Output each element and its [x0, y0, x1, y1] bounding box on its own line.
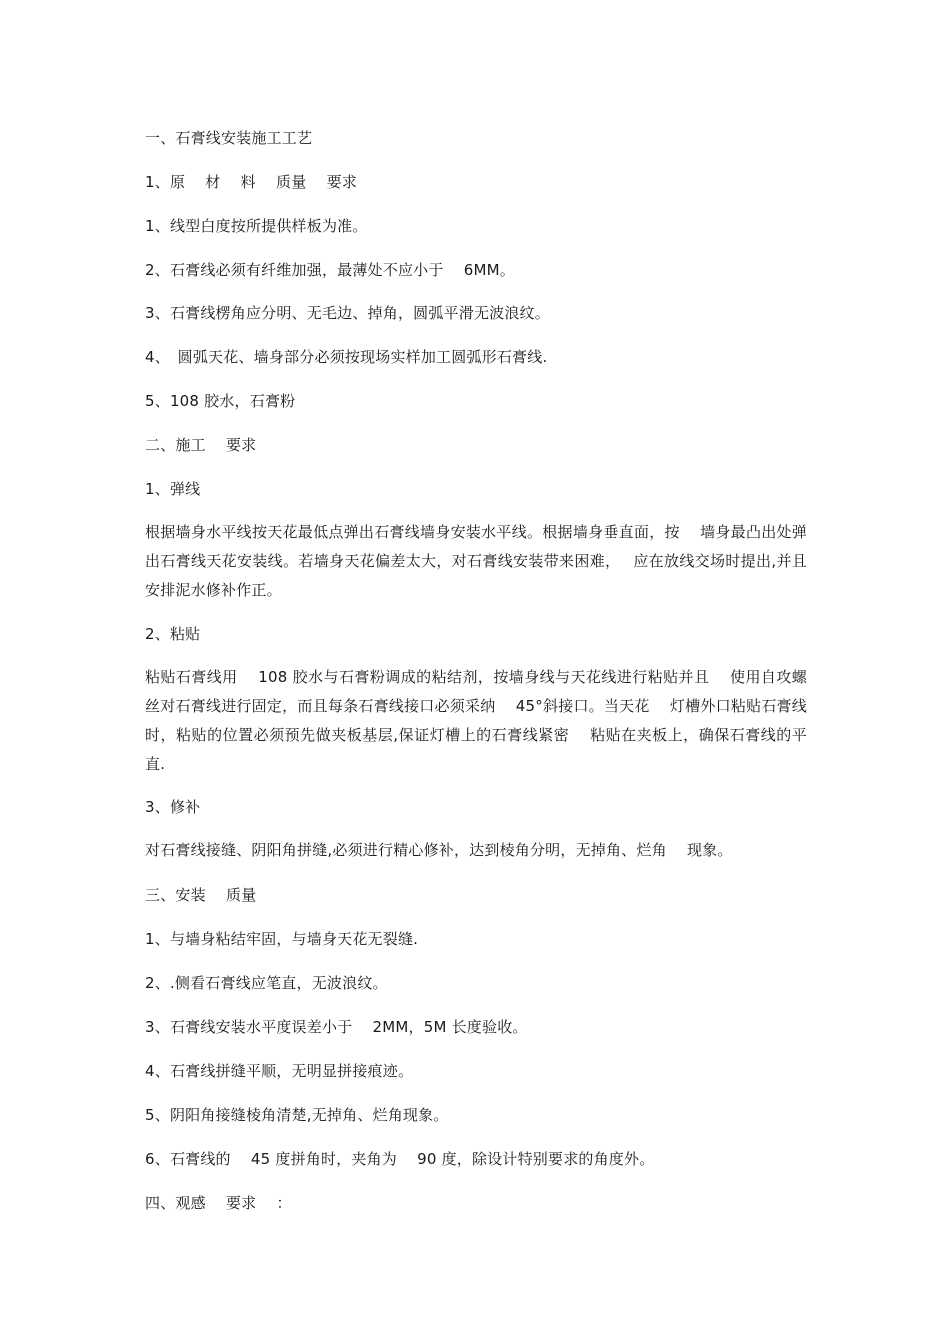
paragraph-repair: 对石膏线接缝、阴阳角拼缝,必须进行精心修补，达到棱角分明，无掉角、烂角 现象。 — [145, 841, 733, 859]
list-item: 5、阴阳角接缝棱角清楚,无掉角、烂角现象。 — [145, 1106, 449, 1124]
list-item: 3、石膏线安装水平度误差小于 2MM，5M 长度验收。 — [145, 1018, 528, 1036]
list-item: 5、108 胶水，石膏粉 — [145, 392, 296, 410]
list-item: 6、石膏线的 45 度拼角时，夹角为 90 度，除设计特别要求的角度外。 — [145, 1150, 655, 1168]
subheading-marking: 1、弹线 — [145, 480, 201, 498]
list-item: 1、与墙身粘结牢固，与墙身天花无裂缝. — [145, 930, 419, 948]
subheading-repair: 3、修补 — [145, 798, 201, 816]
section-heading-2: 二、施工 要求 — [145, 436, 257, 454]
list-item: 1、线型白度按所提供样板为准。 — [145, 217, 368, 235]
section-heading-3: 三、安装 质量 — [145, 886, 257, 904]
list-item: 4、石膏线拼缝平顺，无明显拼接痕迹。 — [145, 1062, 414, 1080]
subheading-pasting: 2、粘贴 — [145, 625, 201, 643]
paragraph-marking: 根据墙身水平线按天花最低点弹出石膏线墙身安装水平线。根据墙身垂直面，按 墙身最凸出处弹出石膏线天花安装线。若墙身天花偏差太大，对石膏线安装带来困难， 应在放线交场时提出,并且安排泥水修补作正。 — [145, 523, 807, 599]
list-item: 4、 圆弧天花、墙身部分必须按现场实样加工圆弧形石膏线. — [145, 348, 548, 366]
list-item: 3、石膏线楞角应分明、无毛边、掉角，圆弧平滑无波浪纹。 — [145, 304, 550, 322]
list-item: 2、石膏线必须有纤维加强，最薄处不应小于 6MM。 — [145, 261, 515, 279]
section-heading-4: 四、观感 要求 ： — [145, 1194, 292, 1212]
paragraph-pasting: 粘贴石膏线用 108 胶水与石膏粉调成的粘结剂，按墙身线与天花线进行粘贴并且 使用自攻螺丝对石膏线进行固定，而且每条石膏线接口必须采纳 45°斜接口。当天花 灯槽外口粘贴石膏线时，粘贴的位置必须预先做夹板基层,保证灯槽上的石膏线紧密 粘贴在夹板上，确保石膏线的平直. — [145, 668, 807, 773]
list-item: 2、.侧看石膏线应笔直，无波浪纹。 — [145, 974, 388, 992]
subheading-materials: 1、原 材 料 质量 要求 — [145, 173, 358, 191]
section-heading-1: 一、石膏线安装施工工艺 — [145, 129, 313, 147]
